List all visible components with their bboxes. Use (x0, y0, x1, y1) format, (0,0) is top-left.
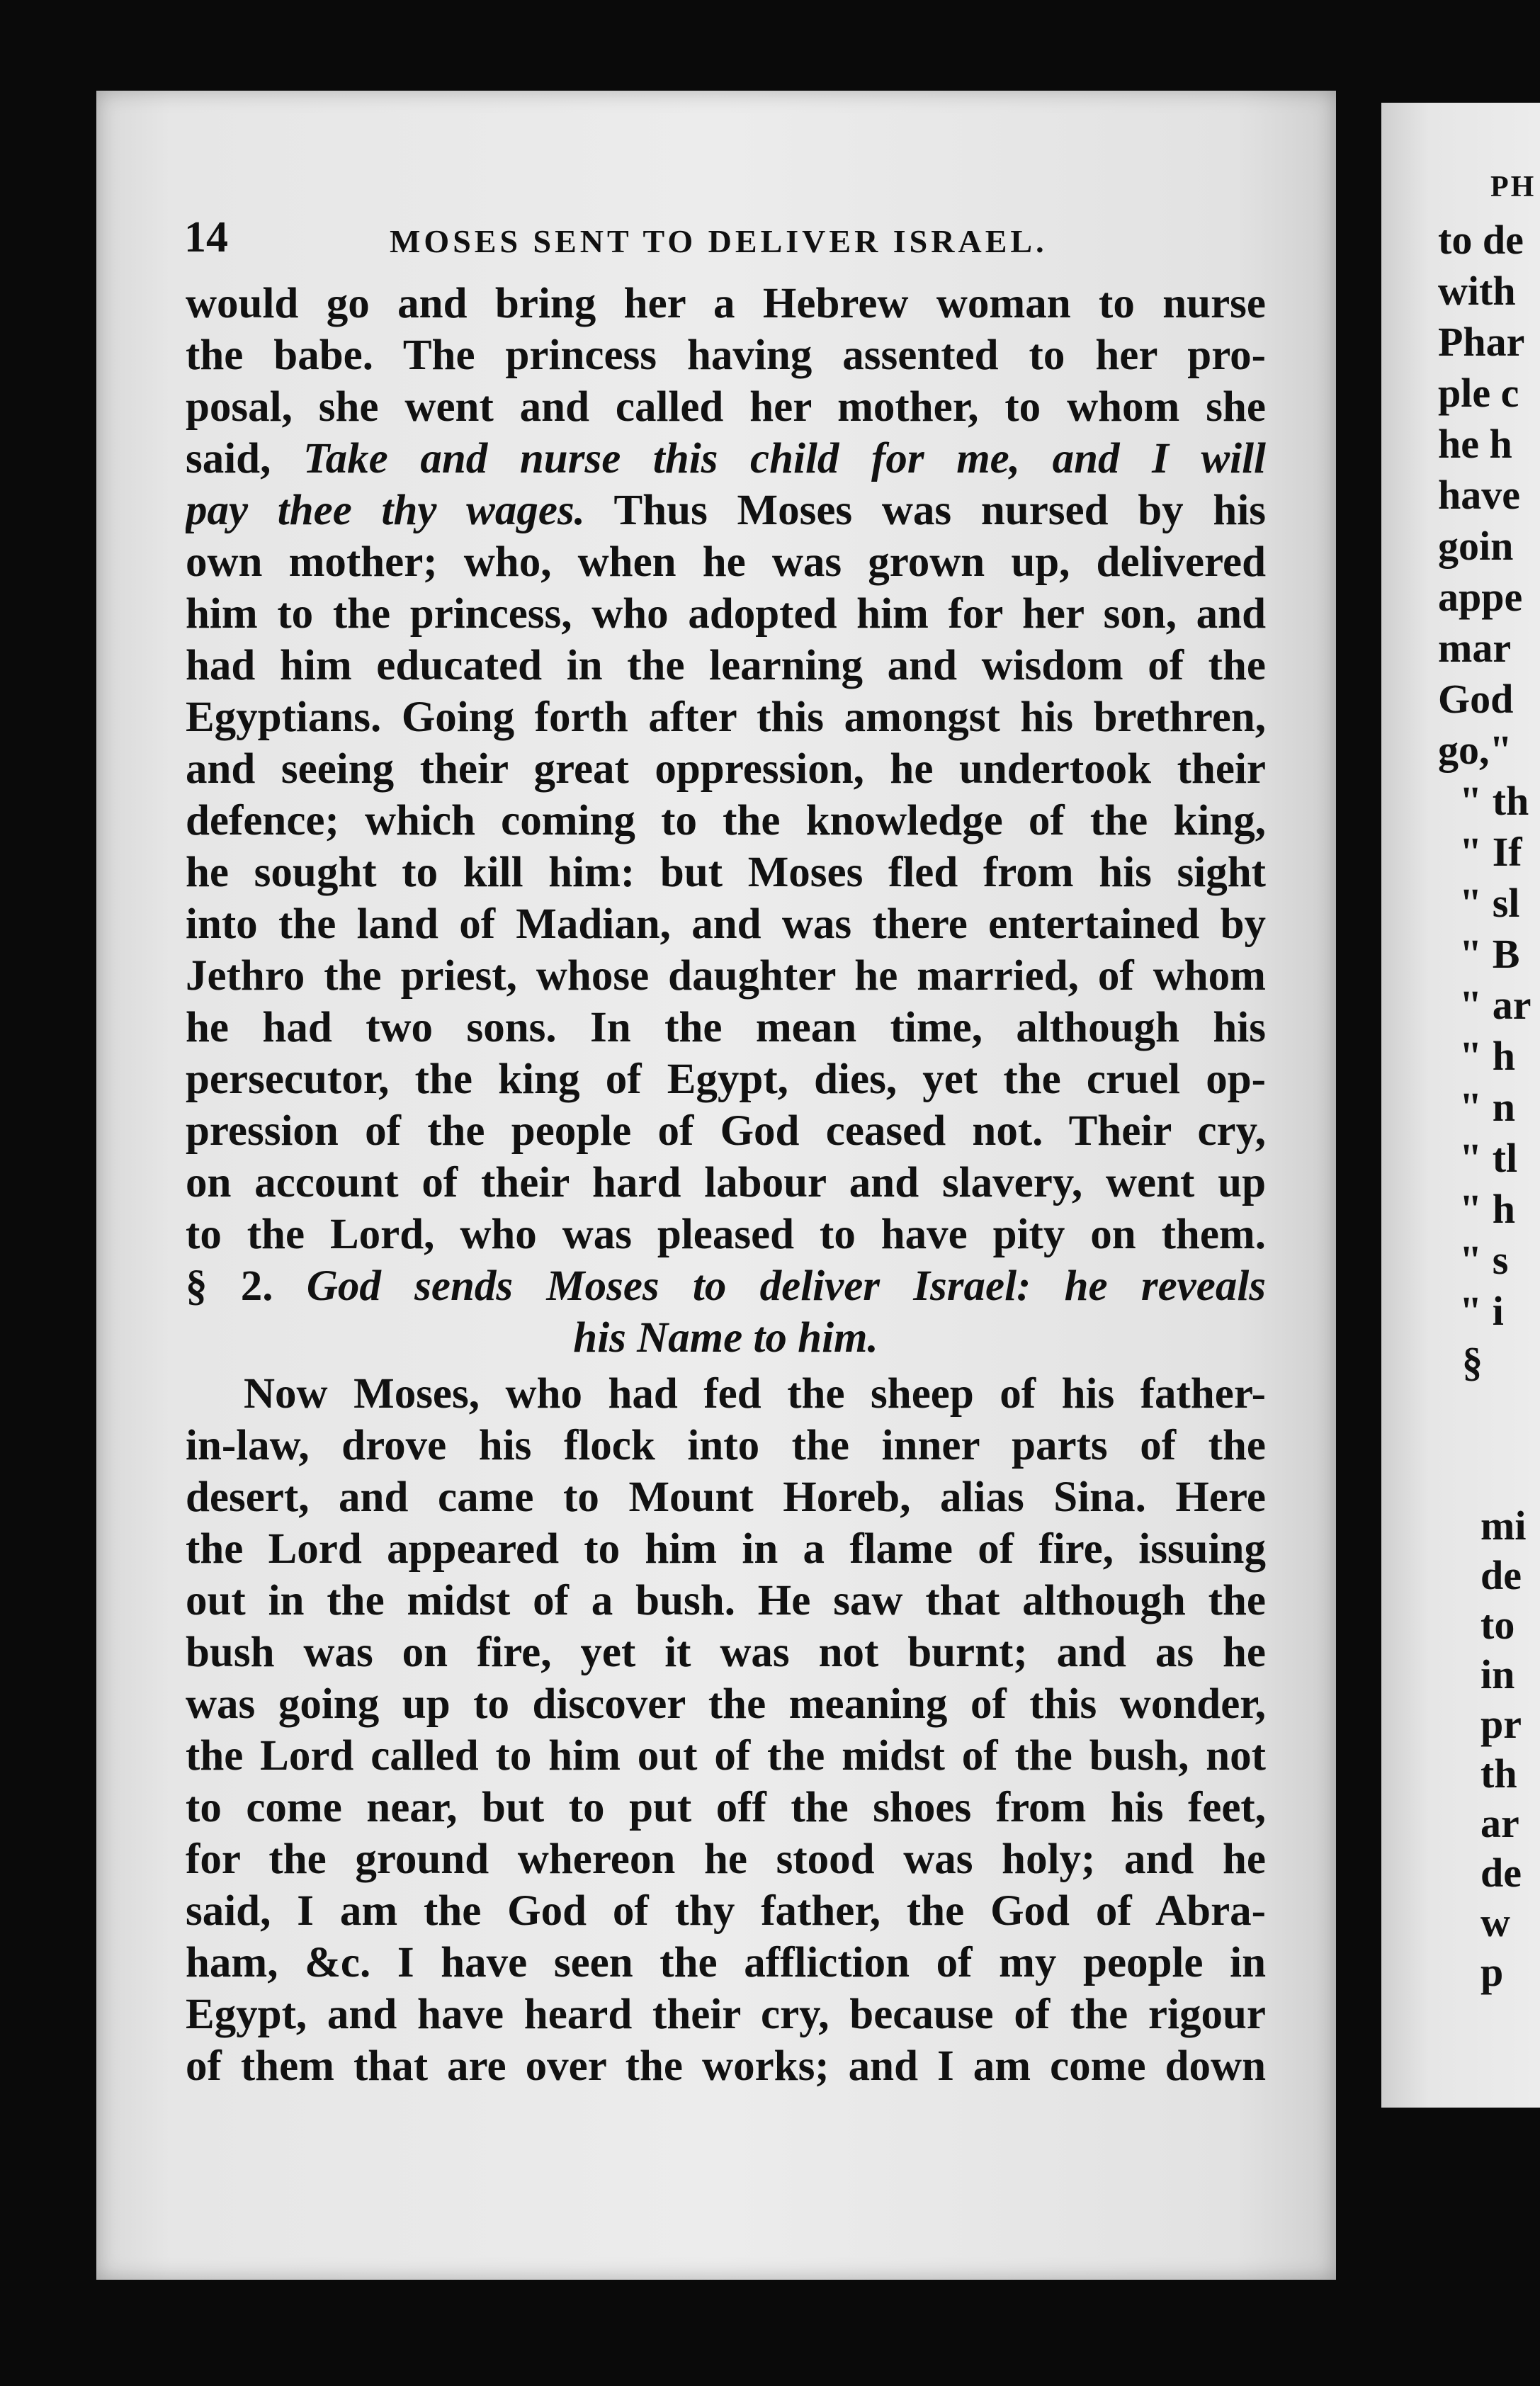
text-line: for the ground whereon he stood was holy; and he (186, 1836, 1266, 1883)
text-line: Now Moses, who had fed the sheep of his father- (244, 1370, 1266, 1418)
right-page-fragment: with (1438, 268, 1516, 314)
italic-quotation: pay thee thy wages. (186, 487, 585, 534)
right-page-fragment: de (1480, 1850, 1522, 1896)
text-line: to the Lord, who was pleased to have pity on them. (186, 1211, 1266, 1258)
right-page-fragment: to (1480, 1602, 1515, 1648)
right-page-fragment: mi (1480, 1503, 1527, 1549)
right-page-fragment: " s (1459, 1237, 1509, 1283)
right-page-fragment: in (1480, 1651, 1515, 1697)
running-title: MOSES SENT TO DELIVER ISRAEL. (390, 223, 1048, 259)
right-page-header-fragment: PH (1490, 171, 1536, 203)
right-page-fragment: " n (1459, 1084, 1515, 1130)
right-page-fragment: Phar (1438, 319, 1525, 365)
right-page-fragment: " i (1459, 1288, 1504, 1334)
text-line: of them that are over the works; and I am come down (186, 2042, 1266, 2090)
text-run: said, (186, 435, 303, 482)
right-page-fragment: " If (1459, 829, 1522, 875)
right-page-fragment: " ar (1459, 982, 1531, 1028)
right-page-fragment: ar (1480, 1800, 1519, 1846)
text-line: he sought to kill him: but Moses fled from his sight (186, 849, 1266, 896)
text-line: posal, she went and called her mother, to whom she (186, 383, 1266, 431)
right-page-fragment: § (1462, 1339, 1483, 1385)
italic-quotation: Take and nurse this child for me, and I will (302, 435, 1266, 482)
text-line: Egyptians. Going forth after this amongst his brethren, (186, 694, 1266, 741)
text-line: in-law, drove his flock into the inner parts of the (186, 1422, 1266, 1469)
text-line: and seeing their great oppression, he undertook their (186, 745, 1266, 793)
section-mark: § 2. (186, 1262, 273, 1310)
page-header (184, 213, 1275, 276)
right-page-fragment: he h (1438, 421, 1512, 467)
right-page-fragment: " B (1459, 931, 1520, 977)
right-page-fragment: " h (1459, 1033, 1515, 1079)
right-page-fragment: " sl (1459, 880, 1520, 926)
text-line: him to the princess, who adopted him for her son, and (186, 590, 1266, 638)
text-line: Jethro the priest, whose daughter he married, of whom (186, 952, 1266, 1000)
text-line (186, 485, 1266, 536)
section-heading-text: God sends Moses to deliver Israel: he reveals (306, 1262, 1267, 1310)
text-line: the Lord called to him out of the midst of the bush, not (186, 1732, 1266, 1780)
paragraph-2 (186, 1368, 1266, 2092)
right-page-fragment: " h (1459, 1186, 1515, 1232)
text-line: to come near, but to put off the shoes from his feet, (186, 1784, 1266, 1831)
text-run: Thus Moses was nursed by his (584, 487, 1266, 534)
text-line: the Lord appeared to him in a flame of fire, issuing (186, 1525, 1266, 1573)
text-line: the babe. The princess having assented to her pro- (186, 332, 1266, 379)
right-page-fragment: appe (1438, 574, 1523, 620)
text-line: out in the midst of a bush. He saw that although the (186, 1577, 1266, 1624)
right-page-fragment: go," (1438, 727, 1512, 773)
right-page-fragment: w (1480, 1899, 1510, 1945)
section-heading (186, 1260, 1266, 1312)
body-text (186, 278, 1266, 2092)
text-line: persecutor, the king of Egypt, dies, yet the cruel op- (186, 1056, 1266, 1103)
right-page-fragment: mar (1438, 625, 1512, 671)
text-line: defence; which coming to the knowledge of the king, (186, 797, 1266, 844)
section-heading-continued: his Name to him. (573, 1314, 878, 1362)
right-page-fragment: goin (1438, 523, 1514, 569)
right-page-fragment: have (1438, 472, 1520, 518)
text-line: was going up to discover the meaning of this wonder, (186, 1680, 1266, 1728)
right-page-fragment: to de (1438, 217, 1524, 263)
text-line: pression of the people of God ceased not. Their cry, (186, 1107, 1266, 1155)
text-line: into the land of Madian, and was there entertained by (186, 900, 1266, 948)
page-number: 14 (184, 213, 228, 261)
text-line: would go and bring her a Hebrew woman to nurse (186, 280, 1266, 327)
text-line: he had two sons. In the mean time, although his (186, 1004, 1266, 1051)
right-page-fragment: p (1480, 1949, 1504, 1995)
right-page-fragment: th (1480, 1751, 1517, 1797)
text-line: on account of their hard labour and slavery, went up (186, 1159, 1266, 1206)
right-page-fragment: pr (1480, 1701, 1522, 1747)
text-line: Egypt, and have heard their cry, because of the rigour (186, 1991, 1266, 2038)
right-page-fragment: God (1438, 676, 1514, 722)
text-line: said, I am the God of thy father, the God of Abra- (186, 1887, 1266, 1935)
text-line (186, 433, 1266, 485)
right-page-fragment: ple c (1438, 370, 1519, 416)
text-line: own mother; who, when he was grown up, delivered (186, 538, 1266, 586)
right-page-fragment: de (1480, 1552, 1522, 1598)
text-line: ham, &c. I have seen the affliction of my people in (186, 1939, 1266, 1986)
paragraph-1 (186, 278, 1266, 1260)
right-page-fragment: " tl (1459, 1135, 1518, 1181)
text-line: bush was on fire, yet it was not burnt; and as he (186, 1629, 1266, 1676)
right-page-fragment: " th (1459, 778, 1529, 824)
text-line: desert, and came to Mount Horeb, alias Sina. Here (186, 1474, 1266, 1521)
text-line: had him educated in the learning and wisdom of the (186, 642, 1266, 689)
